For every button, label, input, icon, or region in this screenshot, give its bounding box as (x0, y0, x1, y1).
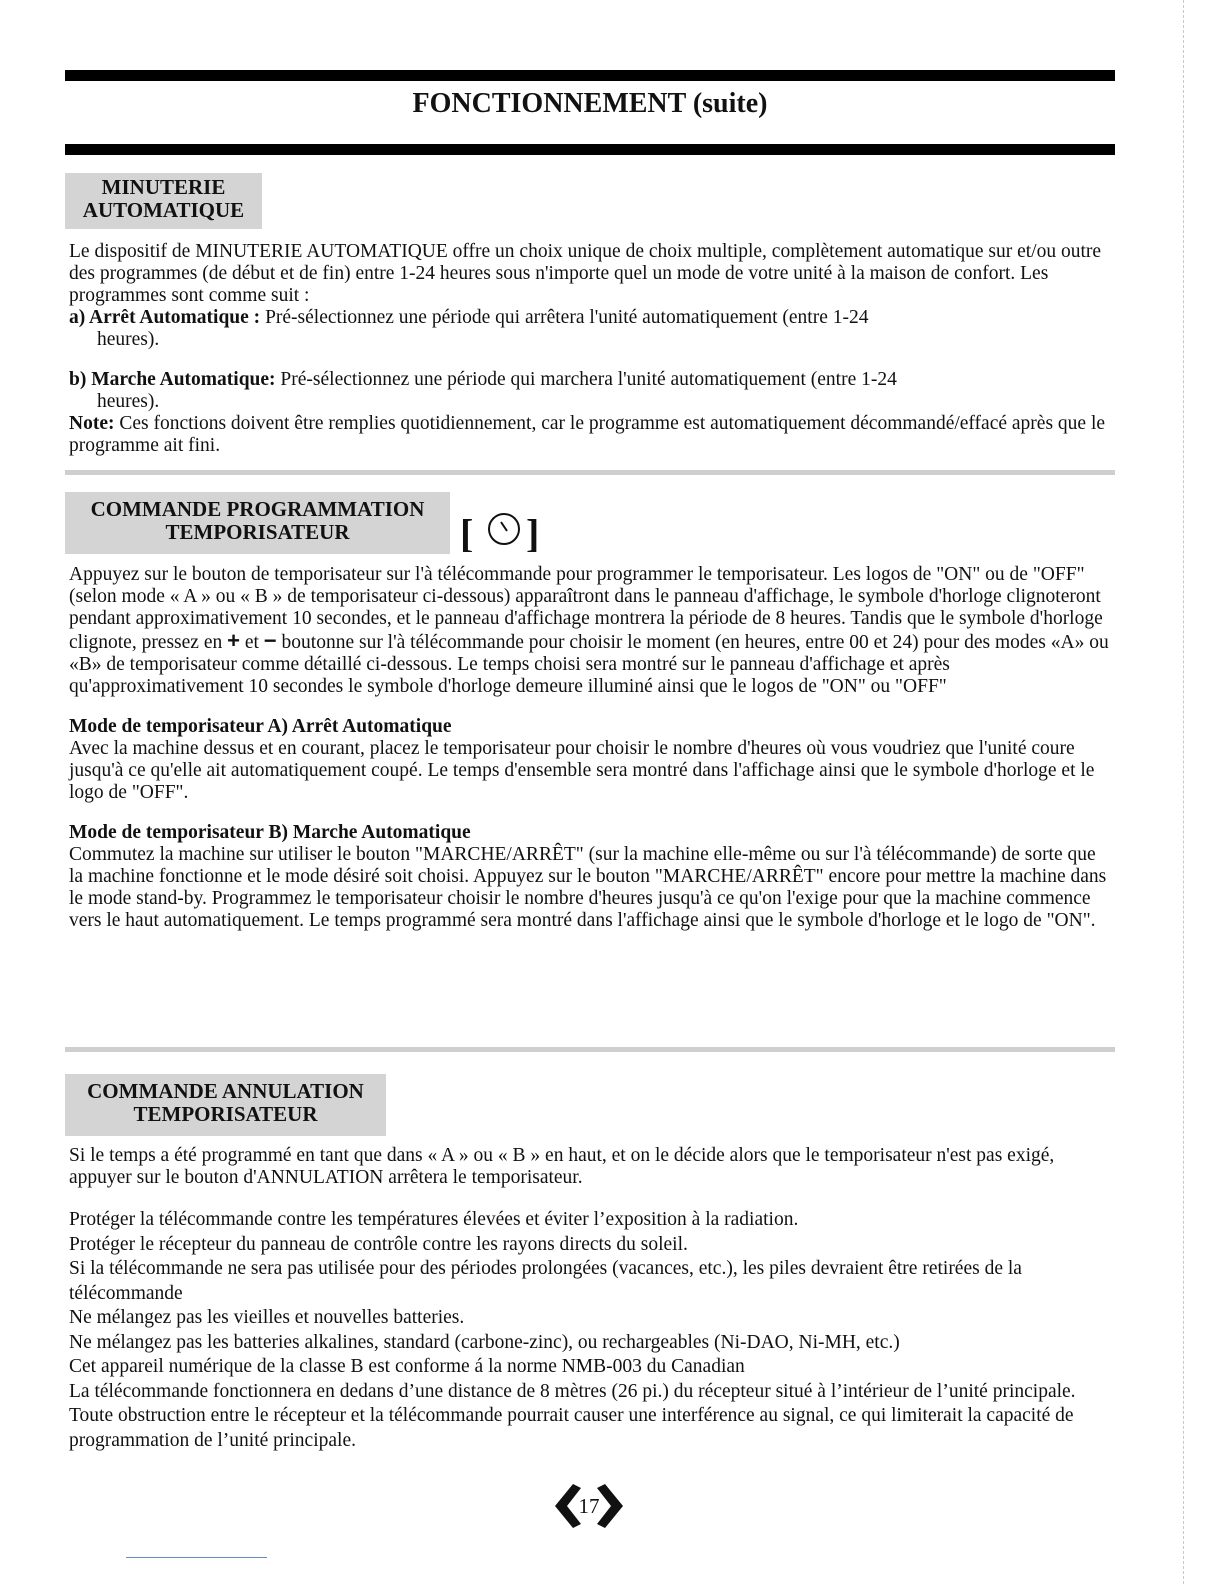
mode-b-heading-text: Mode de temporisateur B) Marche Automatique (69, 822, 471, 843)
bottom-underline (126, 1557, 267, 1558)
notes-list (69, 1208, 1114, 1453)
mode-a-heading-text: Mode de temporisateur A) Arrêt Automatique (69, 716, 452, 737)
svg-text:]: ] (526, 511, 540, 552)
section-label-programmation (65, 492, 450, 554)
mode-a-text: Avec la machine dessus et en courant, placez le temporisateur pour choisir le nombre d'heures où vous voudriez que l'unité coure jusqu'à ce qu'elle ait automatiquement coupé. Le temps d'ensemble sera montré dans l'affichage ainsi que le symbole d'horloge et le logo de "OFF". (69, 738, 1095, 803)
plus-symbol: + (227, 628, 240, 653)
note-text: Ces fonctions doivent être remplies quotidiennement, car le programme est automatiquement décommandé/effacé après que le programme ait fini. (69, 413, 1106, 456)
note-item: Protéger la télécommande contre les températures élevées et éviter l’exposition à la radiation. (69, 1209, 799, 1230)
note-item: Ne mélangez pas les batteries alkalines, standard (carbone-zinc), ou rechargeables (Ni-DAO, Ni-MH, etc.) (69, 1331, 900, 1353)
arret-automatique-item (69, 307, 1114, 329)
section-label-line: MINUTERIE (101, 175, 226, 199)
annulation-text: Si le temps a été programmé en tant que dans « A » ou « B » en haut, et on le décide alors que le temporisateur n'est pas exigé, appuyer sur le bouton d'ANNULATION arrêtera le temporisateur. (69, 1145, 1055, 1188)
section-label-line: AUTOMATIQUE (82, 198, 245, 222)
note-item: Ne mélangez pas les vieilles et nouvelles batteries. (69, 1307, 465, 1328)
marche-automatique-item (69, 369, 1114, 391)
section-divider (65, 470, 1115, 475)
timer-clock-icon (460, 510, 540, 552)
item-continuation: heures). (97, 391, 160, 412)
section-label-line: TEMPORISATEUR (133, 1102, 318, 1126)
mode-a-heading (69, 716, 1114, 738)
page-edge-dashed-line (1183, 0, 1184, 1584)
note-item: Si la télécommande ne sera pas utilisée pour des périodes prolongées (vacances, etc.), les piles devraient être retirées de la télécommande (69, 1258, 1022, 1304)
note-item: La télécommande fonctionnera en dedans d’une distance de 8 mètres (26 pi.) du récepteur situé à l’intérieur de l’unité principale. Toute obstruction entre le récepteur et la télécommande pourrait causer une interférence au signal, ce qui limiterait la capacité de programmation de l’unité principale. (69, 1380, 1076, 1451)
note-item: Cet appareil numérique de la classe B est conforme á la norme NMB-003 du Canadian (69, 1356, 745, 1377)
instructions-paragraph (69, 564, 1114, 698)
svg-text:[: [ (460, 511, 474, 552)
page-title: FONCTIONNEMENT (suite) (412, 88, 768, 119)
top-rule (65, 70, 1115, 81)
title-rule (65, 144, 1115, 155)
mode-b-heading (69, 822, 1114, 844)
section-programmation-body (69, 564, 1114, 932)
item-text: Pré-sélectionnez une période qui arrêtera l'unité automatiquement (entre 1-24 (260, 307, 869, 328)
mode-b-text: Commutez la machine sur utiliser le bouton "MARCHE/ARRÊT" (sur la machine elle-même ou sur l'à télécommande) de sorte que la machine fonctionne et le mode désiré soit choisi. Appuyez sur le bouton "MARCHE/ARRÊT" encore pour mettre la machine dans le mode stand-by. Programmez le temporisateur choisir le nombre d'heures jusqu'à ce qu'on l'exige pour que la machine commence vers le haut automatiquement. Le temps programmé sera montré dans l'affichage ainsi que le symbole d'horloge et le logo de "ON". (69, 844, 1107, 931)
note-item: Protéger le récepteur du panneau de contrôle contre les rayons directs du soleil. (69, 1233, 688, 1255)
item-text: Pré-sélectionnez une période qui marchera l'unité automatiquement (entre 1-24 (275, 369, 897, 390)
instructions-text-cont: boutonne sur l'à télécommande pour choisir le moment (en heures, entre 00 et 24) pour des modes «A» ou «B» de temporisateur comme détaillé ci-dessous. Le temps choisi sera montré sur le panneau d'affichage et après qu'approximativement 10 secondes le symbole d'horloge demeure illuminé ainsi que le logos de "ON" ou "OFF" (69, 632, 1109, 697)
section-label-line: COMMANDE ANNULATION (87, 1079, 364, 1103)
note-label: Note: (69, 413, 115, 434)
section-minuterie-body (69, 241, 1114, 457)
and-text: et (239, 632, 264, 653)
section-label-line: TEMPORISATEUR (165, 520, 350, 544)
section-divider (65, 1047, 1115, 1052)
page-number: 17 (578, 1494, 600, 1518)
item-label: a) Arrêt Automatique : (69, 307, 261, 328)
page-number-badge (551, 1480, 627, 1532)
item-continuation: heures). (97, 329, 160, 350)
intro-paragraph: Le dispositif de MINUTERIE AUTOMATIQUE offre un choix unique de choix multiple, complètement automatique sur et/ou outre des programmes (de début et de fin) entre 1-24 heures sous n'importe quel un mode de votre unité à la maison de confort. Les programmes sont comme suit : (69, 241, 1102, 306)
section-label-annulation (65, 1074, 386, 1136)
item-label: b) Marche Automatique: (69, 369, 276, 390)
note-paragraph (69, 413, 1114, 457)
section-label-line: COMMANDE PROGRAMMATION (90, 497, 425, 521)
instructions-text: Appuyez sur le bouton de temporisateur sur l'à télécommande pour programmer le temporisateur. Les logos de "ON" ou de "OFF" (selon mode « A » ou « B » de temporisateur ci-dessous) apparaîtront dans le panneau d'affichage, le symbole d'horloge clignoteront pendant approximativement 10 secondes, et le panneau d'affichage montrera la période de 8 heures. Tandis que le symbole d'horloge clignote, pressez en (69, 564, 1103, 653)
section-annulation-body (69, 1145, 1114, 1189)
section-label-minuterie (65, 173, 262, 229)
minus-symbol: − (263, 628, 277, 653)
